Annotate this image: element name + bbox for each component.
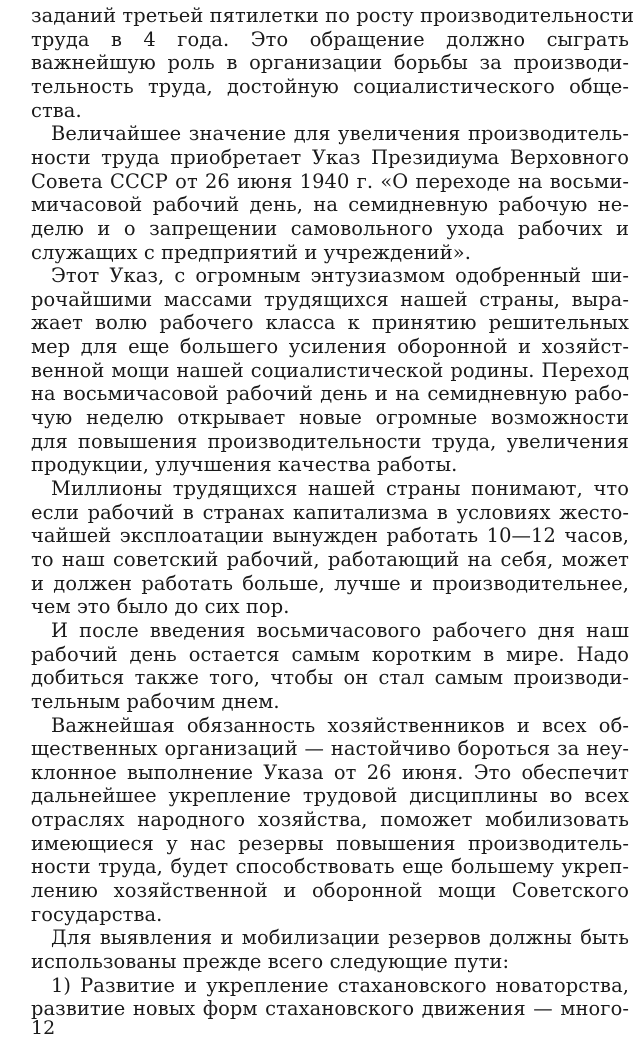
text-line: Величайшее значение для увеличения производитель- bbox=[51, 122, 629, 146]
text-line: делю и о запрещении самовольного ухода рабочих и bbox=[31, 216, 629, 240]
text-line: чую неделю открывает новые огромные возможности bbox=[31, 406, 629, 429]
text-line: развитие новых форм стахановского движения — много- bbox=[31, 997, 629, 1021]
text-line: жает волю рабочего класса к принятию решительных bbox=[31, 311, 629, 335]
text-line: Миллионы трудящихся нашей страны понимают, что bbox=[51, 477, 629, 500]
text-line: щественных организаций — настойчиво бороться за неу- bbox=[31, 737, 629, 761]
text-line: мер для еще большего усиления оборонной и хозяйст- bbox=[31, 335, 629, 359]
text-line: мичасовой рабочий день, на семидневную рабочую не- bbox=[31, 193, 629, 217]
text-line: то наш советский рабочий, работающий на себя, может bbox=[31, 547, 629, 571]
text-line: государства. bbox=[31, 902, 163, 926]
text-line: отраслях народного хозяйства, поможет мобилизовать bbox=[31, 808, 629, 832]
text-line: чайшей эксплоатации вынужден работать 10—12 часов, bbox=[31, 524, 629, 548]
text-line: тельность труда, достойную социалистического обще- bbox=[31, 74, 629, 98]
text-line: клонное выполнение Указа от 26 июня. Это обеспечит bbox=[31, 760, 629, 784]
text-line: на восьмичасовой рабочий день и на семидневную рабо- bbox=[31, 382, 629, 406]
text-line: использованы прежде всего следующие пути: bbox=[31, 950, 510, 973]
text-line: венной мощи нашей социалистической родины. Переход bbox=[31, 358, 629, 382]
text-line: заданий третьей пятилетки по росту производительности bbox=[31, 4, 635, 27]
text-line: ности труда приобретает Указ Президиума Верховного bbox=[31, 145, 629, 169]
page-number: 12 bbox=[31, 1017, 56, 1039]
text-line: рабочий день остается самым коротким в мире. Надо bbox=[31, 642, 629, 666]
text-line: для повышения производительности труда, увеличения bbox=[31, 429, 629, 453]
text-line: ности труда, будет способствовать еще большему укреп- bbox=[31, 855, 629, 879]
text-line: служащих с предприятий и учреждений». bbox=[31, 240, 471, 264]
text-line: чем это было до сих пор. bbox=[31, 595, 290, 619]
text-line: дальнейшее укрепление трудовой дисциплины во всех bbox=[31, 784, 629, 808]
text-line: Важнейшая обязанность хозяйственников и всех об- bbox=[51, 713, 629, 737]
text-line: тельным рабочим днем. bbox=[31, 689, 280, 713]
text-line: труда в 4 года. Это обращение должно сыграть bbox=[31, 27, 629, 51]
text-line: И после введения восьмичасового рабочего дня наш bbox=[51, 618, 629, 642]
text-line: Этот Указ, с огромным энтузиазмом одобренный ши- bbox=[51, 264, 629, 288]
text-line: Для выявления и мобилизации резервов должны быть bbox=[51, 926, 629, 950]
text-line: добиться также того, чтобы он стал самым производи- bbox=[31, 666, 629, 690]
text-line: если рабочий в странах капитализма в условиях жесто- bbox=[31, 500, 629, 524]
text-line: Совета СССР от 26 июня 1940 г. «О переходе на восьми- bbox=[31, 169, 629, 193]
text-line: ства. bbox=[31, 98, 82, 122]
text-line: 1) Развитие и укрепление стахановского новаторства, bbox=[51, 973, 629, 997]
text-line: рочайшими массами трудящихся нашей страны, выра- bbox=[31, 287, 629, 311]
text-line: имеющиеся у нас резервы повышения производитель- bbox=[31, 831, 629, 855]
text-line: и должен работать больше, лучше и производительнее, bbox=[31, 571, 629, 595]
text-line: важнейшую роль в организации борьбы за производи- bbox=[31, 51, 629, 75]
text-line: лению хозяйственной и оборонной мощи Советского bbox=[31, 879, 629, 902]
text-line: продукции, улучшения качества работы. bbox=[31, 453, 458, 477]
